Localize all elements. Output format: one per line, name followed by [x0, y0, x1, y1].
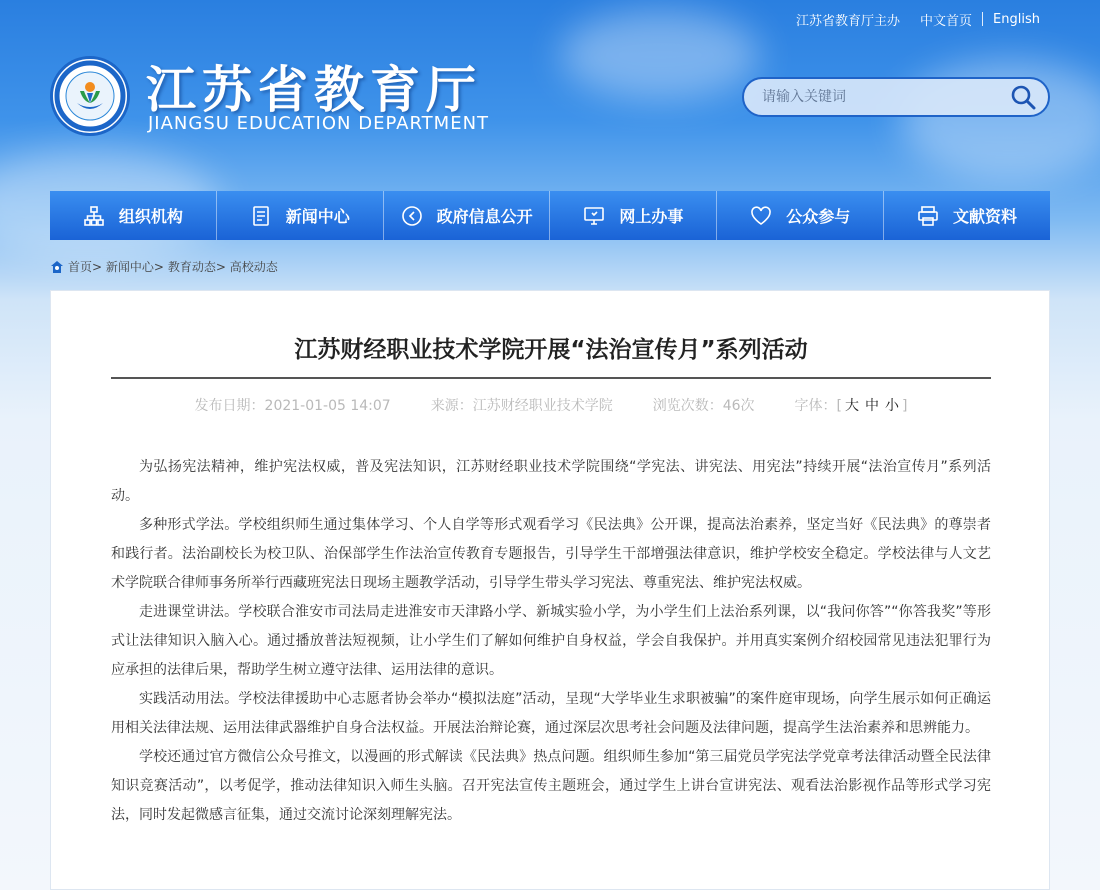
- document-icon: [250, 205, 272, 227]
- font-size-large[interactable]: 大: [845, 398, 859, 414]
- breadcrumb-home[interactable]: 首页: [68, 260, 93, 274]
- article-meta: [51, 395, 1051, 415]
- nav-item-online-services[interactable]: [550, 191, 717, 240]
- breadcrumb-separator: >: [215, 259, 226, 274]
- play-icon: [401, 205, 423, 227]
- brand-title-cn: 江苏省教育厅: [146, 61, 482, 119]
- font-size-small[interactable]: 小: [885, 398, 899, 414]
- nav-label: 新闻中心: [285, 207, 350, 226]
- nav-label: 组织机构: [118, 207, 183, 226]
- department-logo[interactable]: [50, 56, 130, 136]
- search-icon[interactable]: [1010, 84, 1036, 110]
- nav-item-organization[interactable]: [50, 191, 217, 240]
- main-nav: [50, 191, 1050, 240]
- cn-home-link[interactable]: 中文首页: [920, 13, 973, 29]
- heart-icon: [750, 205, 772, 227]
- monitor-icon: [583, 205, 605, 227]
- article-paragraph: 为弘扬宪法精神，维护宪法权威，普及宪法知识，江苏财经职业技术学院围绕“学宪法、讲宪法、用宪法”持续开展“法治宣传月”系列活动。: [111, 459, 991, 504]
- nav-item-public-participation[interactable]: [717, 191, 884, 240]
- article-paragraph: 实践活动用法。学校法律援助中心志愿者协会举办“模拟法庭”活动，呈现“大学毕业生求职被骗”的案件庭审现场，向学生展示如何正确运用相关法律法规、运用法律武器维护自身合法权益。开展法治辩论赛，通过深层次思考社会问题及法律问题，提高学生法治素养和思辨能力。: [111, 691, 991, 736]
- home-icon: [50, 260, 64, 274]
- search-input[interactable]: [762, 89, 1010, 105]
- article-paragraph: 学校还通过官方微信公众号推文，以漫画的形式解读《民法典》热点问题。组织师生参加“第三届党员学宪法学党章考法律活动暨全民法律知识竞赛活动”，以考促学，推动法律知识入师生头脑。召开宪法宣传主题班会，通过学生上讲台宣讲宪法、观看法治影视作品等形式学习宪法，同时发起微感言征集，通过交流讨论深刻理解宪法。: [111, 749, 991, 823]
- breadcrumb-separator: >: [153, 259, 164, 274]
- printer-icon: [917, 205, 939, 227]
- article-body: [111, 453, 991, 830]
- nav-label: 公众参与: [786, 207, 851, 226]
- font-size-label: 字体：: [794, 398, 837, 414]
- host-label: 江苏省教育厅主办: [796, 13, 901, 29]
- cloud-decoration: [560, 10, 760, 100]
- org-chart-icon: [83, 205, 105, 227]
- article-paragraph: 多种形式学法。学校组织师生通过集体学习、个人自学等形式观看学习《民法典》公开课，提高法治素养，坚定当好《民法典》的尊崇者和践行者。法治副校长为校卫队、治保部学生作法治宣传教育专题报告，引导学生干部增强法律意识，维护学校安全稳定。学校法律与人文艺术学院联合律师事务所举行西藏班宪法日现场主题教学活动，引导学生带头学习宪法、尊重宪法、维护宪法权威。: [111, 517, 991, 591]
- font-size-control: 字体：[ 大 中 小 ]: [794, 398, 908, 414]
- breadcrumb-separator: >: [92, 259, 103, 274]
- top-links: [796, 10, 1040, 28]
- breadcrumb-news-center[interactable]: 新闻中心: [105, 260, 154, 274]
- article-paragraph: 走进课堂讲法。学校联合淮安市司法局走进淮安市天津路小学、新城实验小学，为小学生们上法治系列课，以“我问你答”“你答我奖”等形式让法律知识入脑入心。通过播放普法短视频，让小学生们了解如何维护自身权益，学会自我保护。并用真实案例介绍校园常见违法犯罪行为应承担的法律后果，帮助学生树立遵守法律、运用法律的意识。: [111, 604, 991, 678]
- title-divider: [111, 377, 991, 379]
- divider: [982, 12, 983, 26]
- english-link[interactable]: English: [993, 11, 1040, 27]
- nav-label: 文献资料: [953, 207, 1018, 226]
- nav-item-documents[interactable]: [884, 191, 1050, 240]
- font-size-medium[interactable]: 中: [865, 398, 879, 414]
- breadcrumb-university-news[interactable]: 高校动态: [229, 260, 278, 274]
- breadcrumb-education-news[interactable]: 教育动态: [167, 260, 216, 274]
- nav-item-gov-info[interactable]: [384, 191, 551, 240]
- publish-date: 发布日期：2021-01-05 14:07: [194, 398, 391, 414]
- view-count: 浏览次数：46次: [652, 398, 755, 414]
- breadcrumb: [50, 258, 278, 275]
- article-source: 来源：江苏财经职业技术学院: [430, 398, 613, 414]
- nav-label: 网上办事: [619, 207, 684, 226]
- nav-item-news[interactable]: [217, 191, 384, 240]
- article-card: [50, 290, 1050, 890]
- nav-label: 政府信息公开: [436, 207, 533, 226]
- brand-title-en: JIANGSU EDUCATION DEPARTMENT: [148, 113, 490, 134]
- search-box: [742, 77, 1050, 117]
- article-title: 江苏财经职业技术学院开展“法治宣传月”系列活动: [294, 337, 808, 363]
